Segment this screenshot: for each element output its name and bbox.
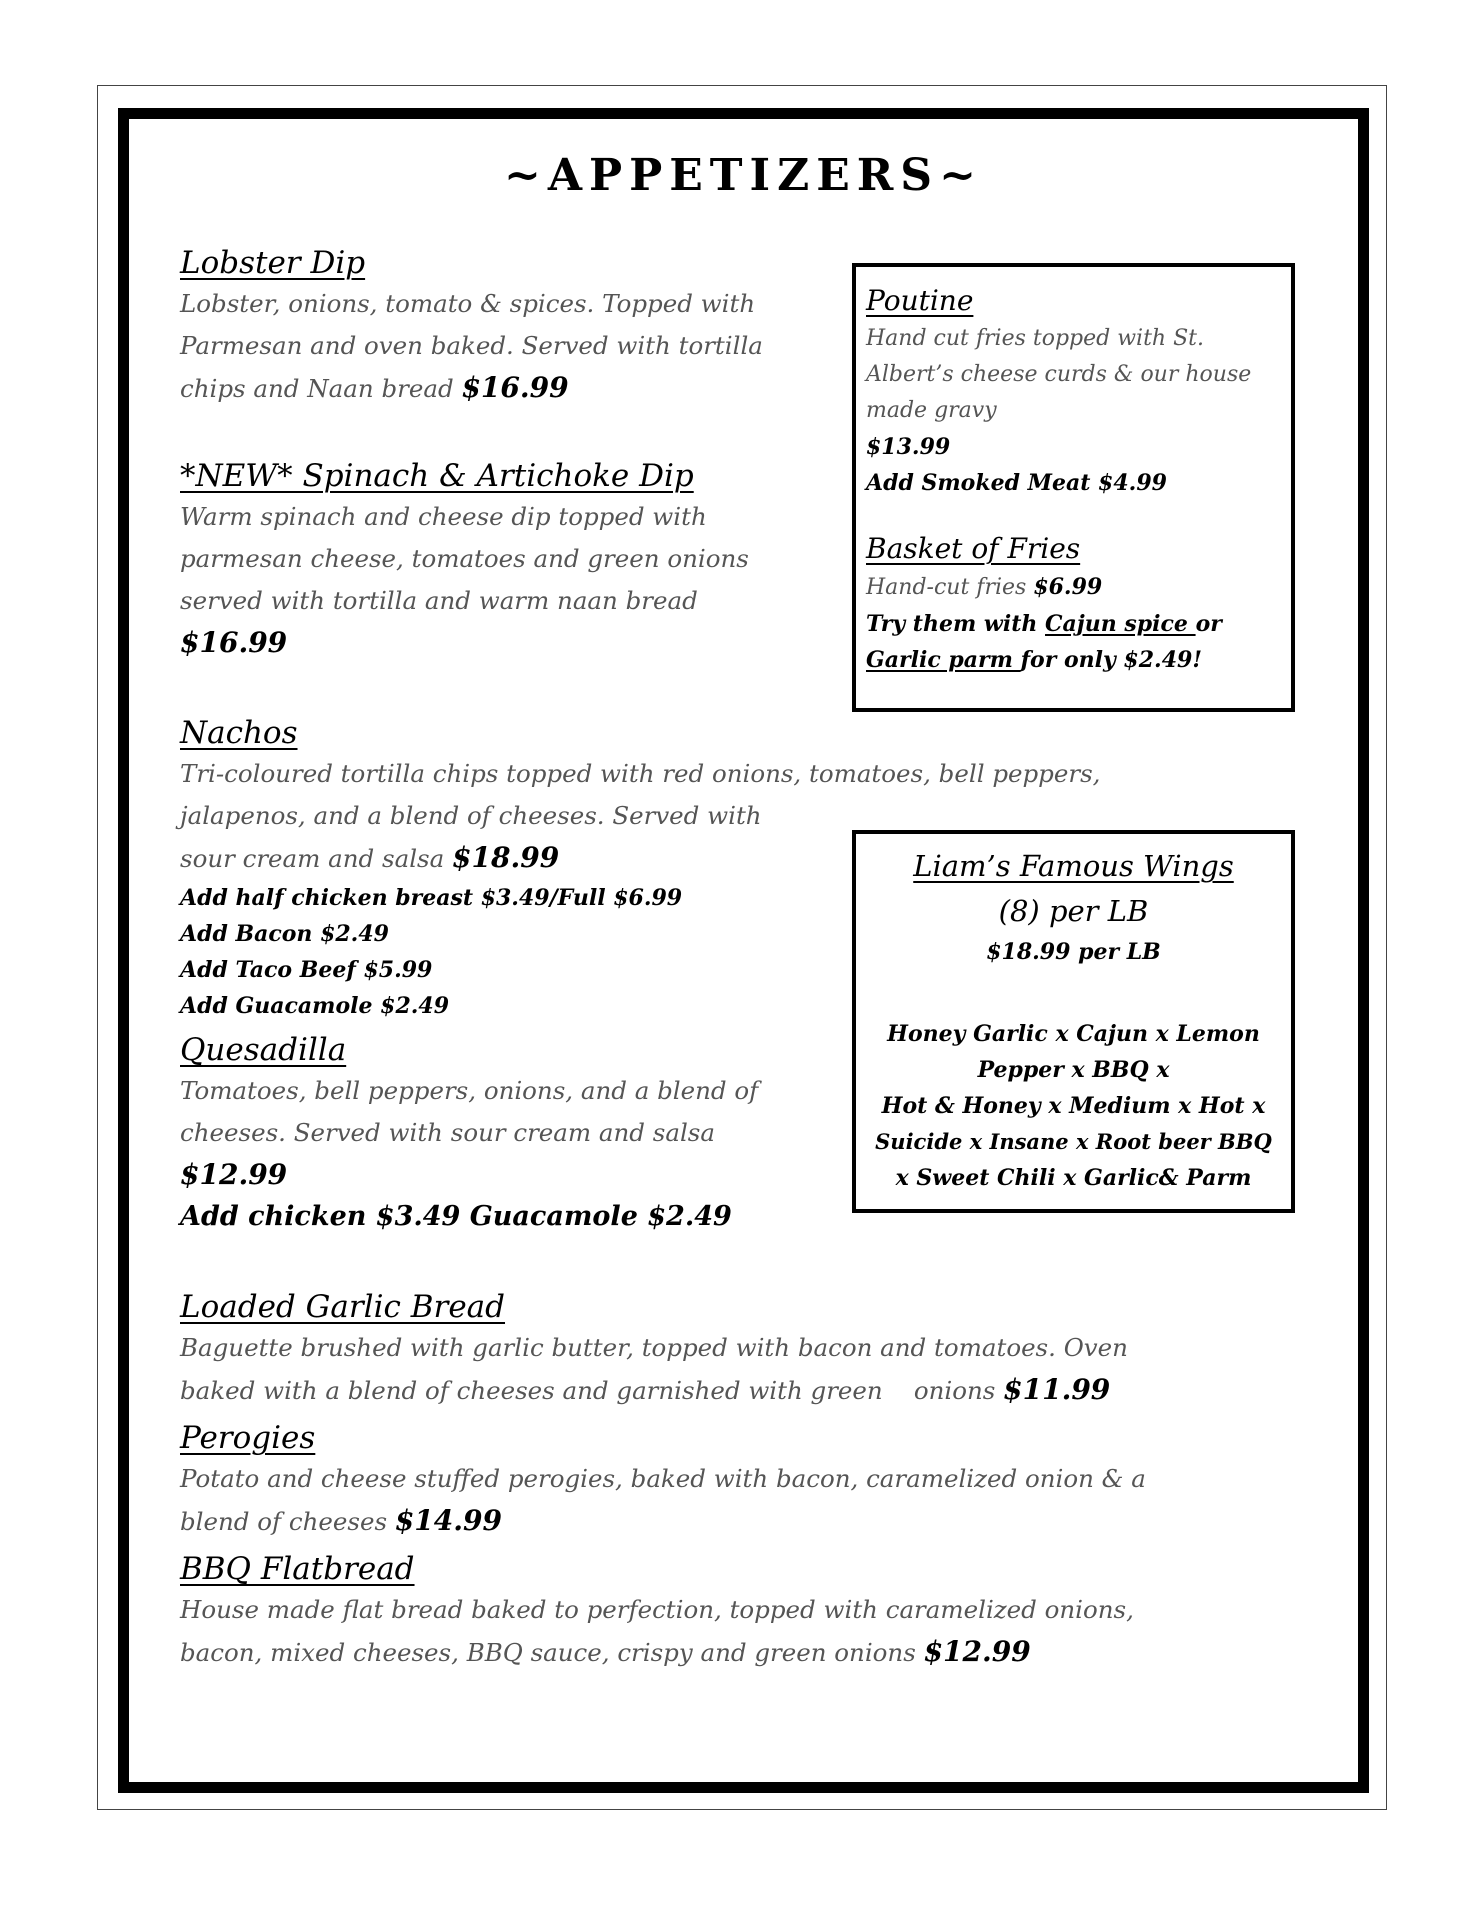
- item-price: $16.99: [180, 626, 288, 659]
- item-description: Potato and cheese stuffed perogies, baked with bacon, caramelized onion & a: [180, 1464, 1146, 1493]
- item-description: sour cream and salsa $18.99: [180, 841, 560, 874]
- wing-flavors: x Sweet Chili x Garlic& Parm: [895, 1165, 1252, 1191]
- menu-item-quesadilla: [180, 1030, 840, 1238]
- item-addon: Try them with Cajun spice or: [866, 611, 1222, 637]
- item-name: Nachos: [180, 715, 298, 751]
- item-addon: Add half chicken breast $3.49/Full $6.99: [180, 885, 683, 911]
- item-description: jalapenos, and a blend of cheeses. Served with: [180, 801, 762, 830]
- item-price: $13.99: [866, 434, 951, 460]
- wing-flavors: Suicide x Insane x Root beer BBQ: [875, 1129, 1272, 1154]
- item-name: Loaded Garlic Bread: [180, 1289, 506, 1325]
- item-name: Perogies: [180, 1420, 316, 1456]
- item-description: Hand-cut fries $6.99: [866, 574, 1103, 600]
- item-addon: Add Bacon $2.49: [180, 921, 389, 947]
- item-description: Warm spinach and cheese dip topped with: [180, 502, 707, 531]
- item-name-wings: Liam’s Famous Wings: [913, 849, 1234, 883]
- item-name: *NEW* Spinach & Artichoke Dip: [180, 458, 694, 494]
- item-description: bacon, mixed cheeses, BBQ sauce, crispy and green onions $12.99: [180, 1635, 1031, 1668]
- item-description: baked with a blend of cheeses and garnished with green onions $11.99: [180, 1373, 1111, 1406]
- item-description: served with tortilla and warm naan bread: [180, 586, 698, 615]
- item-price: $18.99: [452, 841, 560, 874]
- item-price: $18.99 per LB: [986, 939, 1161, 965]
- item-description: made gravy: [866, 398, 997, 423]
- item-addon: Add chicken $3.49 Guacamole $2.49: [180, 1201, 732, 1232]
- menu-title: ~APPETIZERS~: [504, 150, 983, 201]
- item-price: $12.99: [180, 1158, 288, 1191]
- item-addon: Garlic parm for only $2.49!: [866, 647, 1202, 673]
- item-addon: Add Guacamole $2.49: [180, 993, 450, 1019]
- item-name: Quesadilla: [180, 1032, 347, 1068]
- wing-flavors: Hot & Honey x Medium x Hot x: [881, 1093, 1266, 1119]
- item-price: $11.99: [1003, 1373, 1111, 1406]
- menu-item-loaded-garlic-bread: [180, 1287, 1280, 1412]
- item-description: chips and Naan bread $16.99: [180, 371, 569, 404]
- item-description: Hand cut fries topped with St.: [866, 326, 1204, 351]
- item-description: Baguette brushed with garlic butter, topped with bacon and tomatoes. Oven: [180, 1333, 1128, 1362]
- item-name: BBQ Flatbread: [180, 1551, 415, 1587]
- item-description: House made flat bread baked to perfection, topped with caramelized onions,: [180, 1595, 1134, 1624]
- item-price: $12.99: [923, 1635, 1031, 1668]
- item-description: Tri-coloured tortilla chips topped with red onions, tomatoes, bell peppers,: [180, 759, 1101, 788]
- item-description: cheeses. Served with sour cream and salsa: [180, 1118, 715, 1147]
- poutine-fries-box: [852, 263, 1295, 712]
- item-description: parmesan cheese, tomatoes and green onions: [180, 544, 749, 573]
- item-description: Albert’s cheese curds & our house: [866, 362, 1252, 387]
- menu-item-perogies: [180, 1418, 1280, 1543]
- wings-count: (8) per LB: [998, 894, 1149, 928]
- menu-item-bbq-flatbread: [180, 1549, 1280, 1674]
- wing-flavors: Honey Garlic x Cajun x Lemon: [887, 1021, 1260, 1047]
- menu-item-lobster-dip: [180, 243, 840, 410]
- item-name-poutine: Poutine: [866, 284, 974, 317]
- menu-item-spinach-dip: [180, 456, 840, 664]
- item-price: $6.99: [1033, 574, 1103, 600]
- item-name-basket-of-fries: Basket of Fries: [866, 532, 1081, 565]
- item-description: Tomatoes, bell peppers, onions, and a blend of: [180, 1076, 759, 1105]
- item-description: blend of cheeses $14.99: [180, 1504, 502, 1537]
- item-price: $16.99: [461, 371, 569, 404]
- wing-flavors: Pepper x BBQ x: [977, 1057, 1170, 1083]
- item-description: Lobster, onions, tomato & spices. Topped with: [180, 289, 756, 318]
- item-price: $14.99: [394, 1504, 502, 1537]
- item-name: Lobster Dip: [180, 245, 366, 281]
- item-addon: Add Taco Beef $5.99: [180, 957, 433, 983]
- item-description: Parmesan and oven baked. Served with tortilla: [180, 331, 763, 360]
- item-addon: Add Smoked Meat $4.99: [866, 470, 1167, 496]
- wings-box: [852, 830, 1295, 1213]
